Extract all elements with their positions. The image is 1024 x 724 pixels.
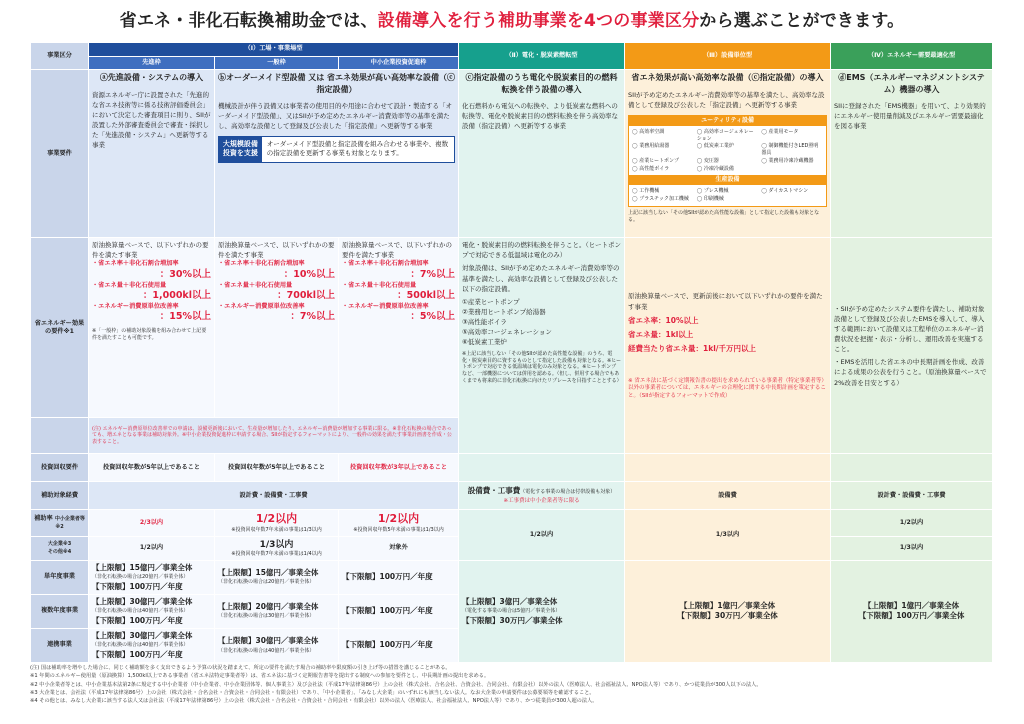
effect-general xyxy=(215,238,339,418)
effect-value: ：15%以上 xyxy=(159,311,211,323)
effect-value: ：500kl以上 xyxy=(397,290,456,302)
req-ems-title: ⓓEMS（エネルギーマネジメントシステム）機器の導入 xyxy=(838,73,985,94)
subheader-general: 一般枠 xyxy=(215,57,339,70)
prod-item: ◯ プレス機械 xyxy=(697,188,759,195)
subheader-advanced: 先進枠 xyxy=(89,57,215,70)
effect-c3-item: 省エネ率：10%以上 xyxy=(628,315,699,325)
limit-linked-label: 連携事業 xyxy=(31,629,89,663)
limit-multi-advanced: 【上限額】30億円／事業全体 （非化石転換の場合は40億円／事業全体） 【下限額】100万円／年度 xyxy=(89,594,215,628)
header-col2: （Ⅱ）電化・脱炭素燃転型 xyxy=(459,43,625,70)
effect-intro: 原油換算量ベースで、以下いずれかの要件を満たす事業 xyxy=(92,241,209,260)
util-item: ◯ 産業用モータ xyxy=(761,129,823,143)
footnotes xyxy=(30,664,992,706)
prod-item: ◯ プラスチック加工機械 xyxy=(632,196,694,203)
rate-col4-large: 1/3以内 xyxy=(831,536,993,560)
effect-intro: 原油換算量ベースで、以下いずれかの要件を満たす事業 xyxy=(218,241,335,260)
effect-line: ・省エネ率＋非化石割合増加率 xyxy=(218,260,305,268)
effect-c3-intro: 原油換算量ベースで、更新前後において以下いずれかの要件を満たす事業 xyxy=(628,292,823,311)
costs-col2-small: （電化する事業の場合は付帯設備も対象） xyxy=(520,489,616,496)
req-equipment-note: 上記に該当しない「その他SIIが認めた高性能な設備」として指定した設備も対象となる。 xyxy=(628,209,820,223)
util-item: ◯ 高効率空調 xyxy=(632,129,694,143)
rate-sme-label: 補助率 中小企業者等※2 xyxy=(31,510,89,537)
footnote: ※4 その他とは、みなし大企業に該当する法人又は会社法（平成17年法律第86号）上の会社（株式会社・合名会社・合資会社・合同会社・有限会社）以外の法人（医療法人、社会福祉法人、NPO法人等）であり、かつ従業員が300人超の法人。 xyxy=(30,698,598,705)
effect-c2-item: ③高性能ボイラ xyxy=(462,317,507,326)
prod-item: ◯ 工作機械 xyxy=(632,188,694,195)
effect-line: ・エネルギー消費原単位改善率 xyxy=(218,302,305,310)
payback-sme: 投資回収年数が3年以上であること xyxy=(339,454,459,482)
footnote: ※1 年間のエネルギー使用量（原油換算）1,500kl以上である事業者（省エネ法特定事業者等）は、省エネ法に基づく定期報告書等を提出する制度への参加を要件とし、中長期計画の提出を求める。 xyxy=(30,673,490,680)
limit-multi-general: 【上限額】20億円／事業全体 （非化石転換の場合は30億円／事業全体） xyxy=(215,594,339,628)
limit-multi-label: 複数年度事業 xyxy=(31,594,89,628)
rate-large-advanced: 1/2以内 xyxy=(89,536,215,560)
effect-value: ：30%以上 xyxy=(159,268,211,280)
footnote: (注) 国は補助率を増やした場合に、同じく補助額を多く支出できるよう予算の状況を踏まえて、所定の要件を満たす場合の補助率や限度額の引き上げ等の措置を講じることがある。 xyxy=(30,665,451,671)
limit-col3: 【上限額】1億円／事業全体 【下限額】30万円／事業全体 xyxy=(625,560,831,662)
req-ems xyxy=(831,70,993,238)
header-col4: （Ⅳ）エネルギー需要最適化型 xyxy=(831,43,993,70)
title-suffix: から選ぶことができます。 xyxy=(699,11,905,31)
req-general xyxy=(215,70,459,238)
title-prefix: 省エネ・非化石転換補助金では、 xyxy=(119,11,378,31)
req-electrification xyxy=(459,70,625,238)
util-item: ◯ 低炭素工業炉 xyxy=(697,143,759,157)
req-general-title: ⓑオーダーメイド型設備 又は 省エネ効果が高い高効率な設備（ⓒ指定設備） xyxy=(218,73,456,94)
payback-general: 投資回収年数が5年以上であること xyxy=(215,454,339,482)
effect-c2-intro: 電化・脱炭素目的の燃料転換を伴うこと。（ヒートポンプで対応できる低温域は電化のみ） xyxy=(462,241,622,260)
effect-c3-item: 経費当たり省エネ量：1kl/千万円以上 xyxy=(628,343,757,353)
rate-col4-sme: 1/2以内 xyxy=(831,510,993,537)
effect-line: ・エネルギー消費原単位改善率 xyxy=(342,302,429,310)
prod-item: ◯ ダイカストマシン xyxy=(761,188,823,195)
effect-value: ：1,000kl以上 xyxy=(142,290,211,302)
effect-line: ・省エネ量＋非化石使用量 xyxy=(92,281,167,289)
effect-c2-item: ⑥低炭素工業炉 xyxy=(462,337,507,346)
subheader-sme: 中小企業投資促進枠 xyxy=(339,57,459,70)
limit-col4: 【上限額】1億円／事業全体 【下限額】100万円／事業全体 xyxy=(831,560,993,662)
effect-value: ：5%以上 xyxy=(410,311,456,323)
req-advanced-title: ⓐ先進設備・システムの導入 xyxy=(99,73,204,83)
effect-value: ：10%以上 xyxy=(283,268,335,280)
effect-c2-item: ②業務用ヒートポンプ給湯器 xyxy=(462,307,546,316)
util-item: ◯ 高効率コージェネレーション xyxy=(697,129,759,143)
effect-c3-note: ※ 省エネ法に基づく定期報告書の提出を求められている事業者（特定事業者等）以外の事業者については、エネルギーの合理化に関する中長期計画を策定すること。（SIIが指定するフォーマットで作成） xyxy=(628,377,827,399)
effect-line: ・省エネ率＋非化石割合増加率 xyxy=(92,260,179,268)
effect-c2-note: ※上記に該当しない「その他SIIが認めた高性能な設備」のうち、電化・脱炭素目的に資するものとして指定した設備も対象となる。※ヒートポンプで対応できる低温域は電化のみ対象となる。※ヒートポンプなど、一部機器については併用を認める。（但し、併用する場合でもあくまでも将来的に非化石転換に向けたリプレースを目指すこととする） xyxy=(462,350,622,384)
title-highlight: 設備導入を行う補助事業を4つの事業区分 xyxy=(377,11,700,31)
costs-col1: 設計費・設備費・工事費 xyxy=(89,482,459,510)
row-payback: 投資回収要件 xyxy=(31,454,89,482)
costs-col2-main: 設備費・工事費 xyxy=(467,486,521,496)
utility-equipment-box xyxy=(628,115,827,207)
effect-small-note: ※「一般枠」の補助対象設備を組み合わせて上記要件を満たすことも可能です。 xyxy=(92,328,207,341)
req-equipment xyxy=(625,70,831,238)
req-electrification-title: ⓒ指定設備のうち電化や脱炭素目的の燃料転換を伴う設備の導入 xyxy=(465,73,618,94)
effect-value: ：7%以上 xyxy=(290,311,335,323)
rate-sme-advanced: 2/3以内 xyxy=(89,510,215,537)
limit-single-advanced: 【上限額】15億円／事業全体 （非化石転換の場合は20億円／事業全体） 【下限額】100万円／年度 xyxy=(89,560,215,594)
effect-line: ・エネルギー消費原単位改善率 xyxy=(92,302,179,310)
effect-line: ・省エネ量＋非化石使用量 xyxy=(342,281,417,289)
limit-col2: 【上限額】3億円／事業全体 （電化する事業の場合は5億円／事業全体） 【下限額】30万円／事業全体 xyxy=(459,560,625,662)
effect-ems xyxy=(831,238,993,454)
costs-col4: 設計費・設備費・工事費 xyxy=(831,482,993,510)
large-investment-label: 大規模設備投資を支援 xyxy=(219,137,262,162)
large-investment-box xyxy=(218,136,455,163)
category-label: 事業区分 xyxy=(31,43,89,70)
rate-col3: 1/3以内 xyxy=(625,510,831,560)
effect-c2-item: ①産業ヒートポンプ xyxy=(462,297,520,306)
limit-single-sme: 【下限額】100万円／年度 xyxy=(339,560,459,594)
costs-col2-note: ※工事費は中小企業者等に限る xyxy=(503,497,580,504)
effect-line: ・省エネ率＋非化石割合増加率 xyxy=(342,260,429,268)
rate-large-label: 大企業※3 その他※4 xyxy=(31,536,89,560)
limit-linked-advanced: 【上限額】30億円／事業全体 （非化石転換の場合は40億円／事業全体） 【下限額】100万円／年度 xyxy=(89,629,215,663)
row-effect: 省エネルギー効果の要件※1 xyxy=(31,238,89,418)
util-item: ◯ 業務用給湯器 xyxy=(632,143,694,157)
limit-multi-sme: 【下限額】100万円／年度 xyxy=(339,594,459,628)
effect-equipment xyxy=(625,238,831,454)
rate-sme-general: 1/2以内 ※投資回収年数7年未満の事業は1/3以内 xyxy=(215,510,339,537)
limit-single-label: 単年度事業 xyxy=(31,560,89,594)
effect-c2-body: 対象設備は、SIIが予め定めたエネルギー消費効率等の基準を満たし、高効率な設備として登録及び公表した以下の指定設備。 xyxy=(462,264,620,293)
util-item: ◯ 産業ヒートポンプ xyxy=(632,158,694,165)
util-item: ◯ 高性能ボイラ xyxy=(632,166,694,173)
effect-line: ・省エネ量＋非化石使用量 xyxy=(218,281,293,289)
effect-advanced xyxy=(89,238,215,418)
effect-value: ：700kl以上 xyxy=(277,290,335,302)
costs-col2 xyxy=(459,482,625,510)
footnote: ※3 大企業とは、会社法（平成17年法律第86号）上の会社（株式会社・合名会社・合資会社・合同会社・有限会社）であり、「中小企業者」、「みなし大企業」のいずれにも該当しない法人。なお大企業の申請要件は公募要領等を確認すること。 xyxy=(30,689,595,696)
prod-item: ◯ 印刷機械 xyxy=(697,196,759,203)
req-general-body: 機械設計が伴う設備又は事業者の使用目的や用途に合わせて設計・製造する「オーダーメイド型設備」、又はSIIが予め定めたエネルギー消費効率等の基準を満たし、高効率な設備として登録及び公表した「指定設備」へ更新等する事業 xyxy=(218,101,452,130)
utility-head: ユーティリティ設備 xyxy=(629,116,826,126)
util-item: ◯ 冷凍冷蔵設備 xyxy=(697,166,759,173)
payback-advanced: 投資回収年数が5年以上であること xyxy=(89,454,215,482)
costs-col3: 設備費 xyxy=(625,482,831,510)
effect-sme xyxy=(339,238,459,418)
req-advanced xyxy=(89,70,215,238)
util-item: ◯ 業務用冷凍冷蔵機器 xyxy=(761,158,823,165)
rate-large-sme: 対象外 xyxy=(339,536,459,560)
effect-c4-item: ・EMSを活用した省エネの中長期計画を作成、改善による成果の公表を行うこと。（原油換算量ベースで2%改善を目安とする） xyxy=(834,358,987,387)
effect-intro: 原油換算量ベースで、以下いずれかの要件を満たす事業 xyxy=(342,241,453,260)
effect-c4-item: ・SIIが予め定めたシステム要件を満たし、補助対象設備として登録及び公表したEMSを導入して、導入する範囲において設備又は工程単位のエネルギー消費状況を把握・表示・分析し、運用改善を実施すること。 xyxy=(834,305,985,354)
rate-large-general: 1/3以内 ※投資回収年数7年未満の事業は1/4以内 xyxy=(215,536,339,560)
limit-single-general: 【上限額】15億円／事業全体 （非化石転換の場合は20億円／事業全体） xyxy=(215,560,339,594)
program-table xyxy=(30,42,993,663)
header-col1: （Ⅰ）工場・事業場型 xyxy=(89,43,459,57)
footnote: ※2 中小企業者等とは、中小企業基本法第2条に規定する中小企業者（中小企業者、中小企業団体等、個人事業主）及び会社法（平成17年法律第86号）上の会社（株式会社、合名会社、合資会社、合同会社、有限会社）以外の法人（医療法人、社会福祉法人、NPO法人等）であり、かつ従業員が300人以下の法人。 xyxy=(30,681,762,688)
rate-col2: 1/2以内 xyxy=(459,510,625,560)
large-investment-text: オーダーメイド型設備と指定設備を組み合わせる事業や、複数の指定設備を更新する事業も対象となります。 xyxy=(266,139,449,157)
req-equipment-title: 省エネ効果が高い高効率な設備（ⓒ指定設備）の導入 xyxy=(631,73,824,83)
row-requirements: 事業要件 xyxy=(31,70,89,238)
effect-c3-item: 省エネ量：1kl以上 xyxy=(628,329,694,339)
effect-value: ：7%以上 xyxy=(410,268,456,280)
req-electrification-body: 化石燃料から電気への転換や、より低炭素な燃料への転換等、電化や脱炭素目的の燃料転換を伴う高効率な設備（指定設備）へ更新等する事業 xyxy=(462,101,619,130)
effect-electrification xyxy=(459,238,625,454)
effect-c2-item: ⑤高効率コージェネレーション xyxy=(462,327,552,336)
req-advanced-body: 資源エネルギー庁に設置された「先進的な省エネ技術等に係る技術評価委員会」において決定した審査項目に則り、SIIが設置した外部審査委員会で審査・採択した「先進設備・システム」へ更新等する事業 xyxy=(92,90,211,149)
row-costs: 補助対象経費 xyxy=(31,482,89,510)
util-item: ◯ 制御機能付きLED照明器具 xyxy=(761,143,823,157)
limit-linked-sme: 【下限額】100万円／年度 xyxy=(339,629,459,663)
page-title xyxy=(0,6,1024,31)
production-head: 生産設備 xyxy=(629,175,826,185)
header-col3: （Ⅲ）設備単位型 xyxy=(625,43,831,70)
limit-linked-general: 【上限額】30億円／事業全体 （非化石転換の場合は40億円／事業全体） xyxy=(215,629,339,663)
req-ems-body: SIIに登録された「EMS機器」を用いて、より効果的にエネルギー使用量削減及びエネルギー需要最適化を図る事業 xyxy=(834,101,986,130)
util-item: ◯ 変圧器 xyxy=(697,158,759,165)
effect-c1-note: (注) エネルギー消費原単位改善率での申請は、設備更新後において、生産量が増加したり、エネルギー消費量が増加する事業に限る。※非化石転換の場合であっても、増エネとなる事業は補助対象外。※中小企業投資促進枠に申請する場合、SIIが指定するフォーマットにより、一般枠の効果を満たす事業計画書を作成・公表すること。 xyxy=(89,418,459,454)
req-equipment-body: SIIが予め定めたエネルギー消費効率等の基準を満たし、高効率な設備として登録及び公表した「指定設備」へ更新等する事業 xyxy=(628,90,825,109)
rate-sme-sme: 1/2以内 ※投資回収年数5年未満の事業は1/3以内 xyxy=(339,510,459,537)
